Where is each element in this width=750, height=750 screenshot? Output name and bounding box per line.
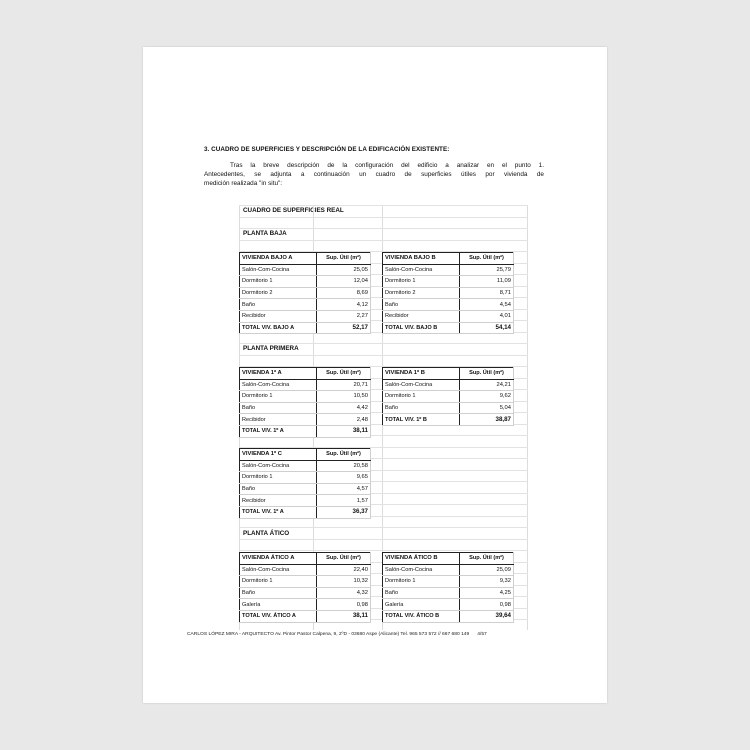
table-row (240, 472, 371, 484)
room-cell: Salón-Com-Cocina (383, 379, 460, 391)
area-cell: 22,40 (317, 564, 371, 576)
room-cell: VIVIENDA ÁTICO A (240, 553, 317, 565)
area-cell: 1,57 (317, 495, 371, 507)
surface-table (239, 252, 371, 334)
area-cell: Sup. Útil (m²) (460, 368, 514, 380)
room-cell: Galería (240, 599, 317, 611)
area-cell: 4,32 (317, 587, 371, 599)
table-row (383, 276, 514, 288)
table-row (240, 299, 371, 311)
area-cell: 54,14 (460, 322, 514, 334)
room-cell: TOTAL VIV. 1º A (240, 425, 317, 437)
area-cell: 9,65 (317, 472, 371, 484)
table-row (240, 379, 371, 391)
surface-table (382, 552, 514, 623)
room-cell: Baño (240, 483, 317, 495)
room-cell: Salón-Com-Cocina (383, 564, 460, 576)
room-cell: Dormitorio 1 (383, 576, 460, 588)
table-row (240, 276, 371, 288)
table-row (383, 310, 514, 322)
room-cell: Dormitorio 2 (240, 287, 317, 299)
area-cell: 10,50 (317, 391, 371, 403)
area-cell: 8,69 (317, 287, 371, 299)
section-heading: 3. CUADRO DE SUPERFICIES Y DESCRIPCIÓN DE LA EDIFICACIÓN EXISTENTE: (204, 146, 450, 153)
table-row (383, 299, 514, 311)
document-page (143, 47, 607, 703)
area-cell: Sup. Útil (m²) (317, 553, 371, 565)
area-cell: 4,54 (460, 299, 514, 311)
area-cell: Sup. Útil (m²) (317, 449, 371, 461)
area-cell: 25,05 (317, 264, 371, 276)
table-row (383, 553, 514, 565)
table-row (240, 287, 371, 299)
room-cell: VIVIENDA 1º C (240, 449, 317, 461)
room-cell: VIVIENDA ÁTICO B (383, 553, 460, 565)
room-cell: Baño (240, 587, 317, 599)
area-cell: Sup. Útil (m²) (460, 253, 514, 265)
room-cell: Salón-Com-Cocina (240, 264, 317, 276)
table-row (383, 610, 514, 622)
area-cell: 2,48 (317, 414, 371, 426)
table-row (383, 368, 514, 380)
area-cell: 4,42 (317, 402, 371, 414)
surface-table (239, 367, 371, 438)
room-cell: VIVIENDA 1º A (240, 368, 317, 380)
room-cell: Dormitorio 1 (240, 576, 317, 588)
table-row (240, 506, 371, 518)
table-row (383, 253, 514, 265)
table-row (240, 495, 371, 507)
area-cell: 20,58 (317, 460, 371, 472)
room-cell: Baño (383, 402, 460, 414)
table-row (383, 599, 514, 611)
grid-line (527, 205, 528, 630)
area-cell: 25,09 (460, 564, 514, 576)
table-row (383, 391, 514, 403)
area-cell: 0,98 (317, 599, 371, 611)
table-row (383, 379, 514, 391)
table-row (240, 610, 371, 622)
room-cell: Recibidor (240, 414, 317, 426)
table-row (240, 449, 371, 461)
surface-table (382, 252, 514, 334)
area-cell: 12,04 (317, 276, 371, 288)
room-cell: Salón-Com-Cocina (383, 264, 460, 276)
table-row (240, 402, 371, 414)
room-cell: TOTAL VIV. BAJO A (240, 322, 317, 334)
table-row (240, 587, 371, 599)
table-row (240, 253, 371, 265)
area-cell: Sup. Útil (m²) (317, 368, 371, 380)
table-row (240, 599, 371, 611)
area-cell: 38,11 (317, 610, 371, 622)
room-cell: TOTAL VIV. 1º B (383, 414, 460, 426)
room-cell: Salón-Com-Cocina (240, 564, 317, 576)
grid-line (239, 240, 528, 241)
table-row (240, 414, 371, 426)
room-cell: VIVIENDA 1º B (383, 368, 460, 380)
room-cell: Galería (383, 599, 460, 611)
area-cell: 4,25 (460, 587, 514, 599)
area-cell: 4,01 (460, 310, 514, 322)
room-cell: Salón-Com-Cocina (240, 379, 317, 391)
footer-text: CARLOS LÓPEZ MIRA - ARQUITECTO Av. Pintor Pastor Calpena, 9, 2ºD - 03680 Aspe (Alicante) Tel. 965 573 572 // 667 680 149 (187, 632, 470, 637)
room-cell: Dormitorio 1 (240, 472, 317, 484)
floor-label-atico: PLANTA ÁTICO (243, 530, 290, 537)
room-cell: TOTAL VIV. ÁTICO B (383, 610, 460, 622)
grid-line (239, 527, 528, 528)
grid-line (239, 228, 528, 229)
room-cell: TOTAL VIV. ÁTICO A (240, 610, 317, 622)
room-cell: VIVIENDA BAJO A (240, 253, 317, 265)
area-cell: 4,57 (317, 483, 371, 495)
table-row (240, 483, 371, 495)
room-cell: Dormitorio 1 (240, 276, 317, 288)
room-cell: TOTAL VIV. 1º A (240, 506, 317, 518)
grid-line (239, 539, 528, 540)
area-cell: 4,12 (317, 299, 371, 311)
table-row (383, 264, 514, 276)
intro-paragraph (204, 161, 544, 188)
room-cell: Dormitorio 1 (383, 276, 460, 288)
area-cell: Sup. Útil (m²) (317, 253, 371, 265)
area-cell: 24,21 (460, 379, 514, 391)
table-row (240, 264, 371, 276)
page-number: 4/57 (477, 632, 487, 637)
room-cell: Recibidor (383, 310, 460, 322)
area-cell: 5,04 (460, 402, 514, 414)
room-cell: Salón-Com-Cocina (240, 460, 317, 472)
area-cell: Sup. Útil (m²) (460, 553, 514, 565)
sheet-title: CUADRO DE SUPERFICIES REAL (243, 207, 344, 214)
table-row (240, 564, 371, 576)
area-cell: 38,11 (317, 425, 371, 437)
surface-table (239, 448, 371, 519)
table-row (240, 391, 371, 403)
surface-table (239, 552, 371, 623)
table-row (383, 576, 514, 588)
grid-line (239, 550, 528, 551)
room-cell: Dormitorio 1 (383, 391, 460, 403)
table-row (240, 460, 371, 472)
grid-line (239, 205, 528, 206)
area-cell: 11,09 (460, 276, 514, 288)
room-cell: Dormitorio 1 (240, 391, 317, 403)
table-row (240, 553, 371, 565)
grid-line (239, 217, 528, 218)
area-cell: 38,87 (460, 414, 514, 426)
area-cell: 9,62 (460, 391, 514, 403)
grid-line (239, 355, 528, 356)
area-cell: 25,79 (460, 264, 514, 276)
table-row (383, 587, 514, 599)
table-row (240, 425, 371, 437)
room-cell: Baño (383, 587, 460, 599)
intro-line: Antecedentes, se adjunta a continuación un cuadro de superficies útiles por vivienda de (204, 171, 544, 178)
surface-spreadsheet (239, 205, 528, 630)
room-cell: Dormitorio 2 (383, 287, 460, 299)
area-cell: 20,71 (317, 379, 371, 391)
area-cell: 9,32 (460, 576, 514, 588)
floor-label-baja: PLANTA BAJA (243, 230, 287, 237)
table-row (240, 368, 371, 380)
floor-label-primera: PLANTA PRIMERA (243, 345, 299, 352)
table-row (240, 310, 371, 322)
room-cell: VIVIENDA BAJO B (383, 253, 460, 265)
page-footer (187, 632, 487, 637)
area-cell: 8,71 (460, 287, 514, 299)
intro-line: medición realizada "in situ": (204, 180, 283, 187)
room-cell: Baño (240, 402, 317, 414)
room-cell: Baño (240, 299, 317, 311)
table-row (383, 402, 514, 414)
table-row (240, 322, 371, 334)
table-row (383, 322, 514, 334)
area-cell: 2,27 (317, 310, 371, 322)
intro-line: Tras la breve descripción de la configuración del edificio a analizar en el punto 1. (230, 162, 544, 169)
grid-line (239, 343, 528, 344)
table-row (383, 287, 514, 299)
area-cell: 10,32 (317, 576, 371, 588)
table-row (383, 414, 514, 426)
area-cell: 36,37 (317, 506, 371, 518)
room-cell: TOTAL VIV. BAJO B (383, 322, 460, 334)
room-cell: Recibidor (240, 310, 317, 322)
surface-table (382, 367, 514, 426)
area-cell: 39,64 (460, 610, 514, 622)
area-cell: 52,17 (317, 322, 371, 334)
table-row (240, 576, 371, 588)
area-cell: 0,98 (460, 599, 514, 611)
table-row (383, 564, 514, 576)
room-cell: Baño (383, 299, 460, 311)
room-cell: Recibidor (240, 495, 317, 507)
